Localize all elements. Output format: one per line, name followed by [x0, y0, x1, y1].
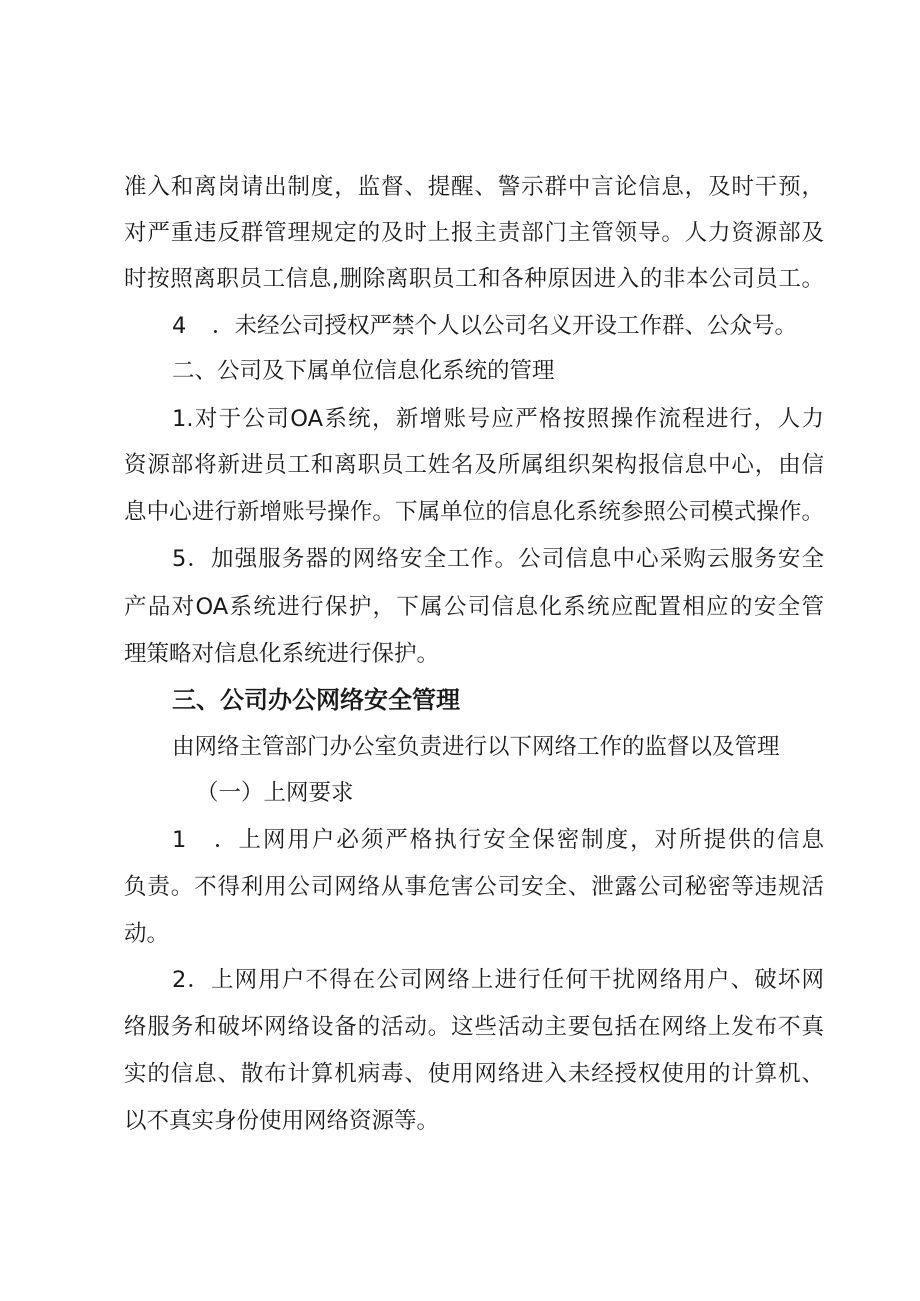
paragraph-line: 以不真实身份使用网络资源等。 [124, 1108, 440, 1134]
paragraph-line: 2．上网用户不得在公司网络上进行任何干扰网络用户、破坏网 [172, 967, 824, 993]
paragraph-line: 时按照离职员工信息,删除离职员工和各种原因进入的非本公司员工。 [124, 266, 824, 292]
paragraph-line: 动。 [124, 921, 170, 947]
list-item-number: 4 [172, 313, 187, 339]
subsection-heading: （一）上网要求 [196, 780, 354, 806]
section-heading-3: 三、公司办公网络安全管理 [172, 686, 460, 714]
section-heading-2: 二、公司及下属单位信息化系统的管理 [172, 358, 555, 384]
list-item-1 [172, 825, 824, 855]
paragraph-line: 准入和离岗请出制度，监督、提醒、警示群中言论信息，及时干预， [124, 174, 824, 200]
paragraph-line: 由网络主管部门办公室负责进行以下网络工作的监督以及管理 [172, 734, 780, 760]
paragraph-line: 产品对OA系统进行保护，下属公司信息化系统应配置相应的安全管 [124, 594, 824, 620]
paragraph-line: 息中心进行新增账号操作。下属单位的信息化系统参照公司模式操作。 [124, 499, 824, 525]
paragraph-line: 资源部将新进员工和离职员工姓名及所属组织架构报信息中心，由信 [124, 452, 824, 478]
paragraph-line: 1.对于公司OA系统，新增账号应严格按照操作流程进行，人力 [172, 406, 824, 432]
paragraph-line: 络服务和破坏网络设备的活动。这些活动主要包括在网络上发布不真 [124, 1014, 824, 1040]
list-item-number: 1 [172, 827, 187, 853]
paragraph-line: 对严重违反群管理规定的及时上报主责部门主管领导。人力资源部及 [124, 220, 824, 246]
paragraph-line: 负责。不得利用公司网络从事危害公司安全、泄露公司秘密等违规活 [124, 874, 824, 900]
paragraph-line: 5．加强服务器的网络安全工作。公司信息中心采购云服务安全 [172, 546, 824, 572]
list-item-text: ．未经公司授权严禁个人以公司名义开设工作群、公众号。 [212, 313, 798, 339]
paragraph-line: 实的信息、散布计算机病毒、使用网络进入未经授权使用的计算机、 [124, 1061, 824, 1087]
paragraph-line: 理策略对信息化系统进行保护。 [124, 641, 440, 667]
list-item-4 [172, 311, 824, 341]
list-item-text: ．上网用户必须严格执行安全保密制度，对所提供的信息 [212, 827, 824, 853]
